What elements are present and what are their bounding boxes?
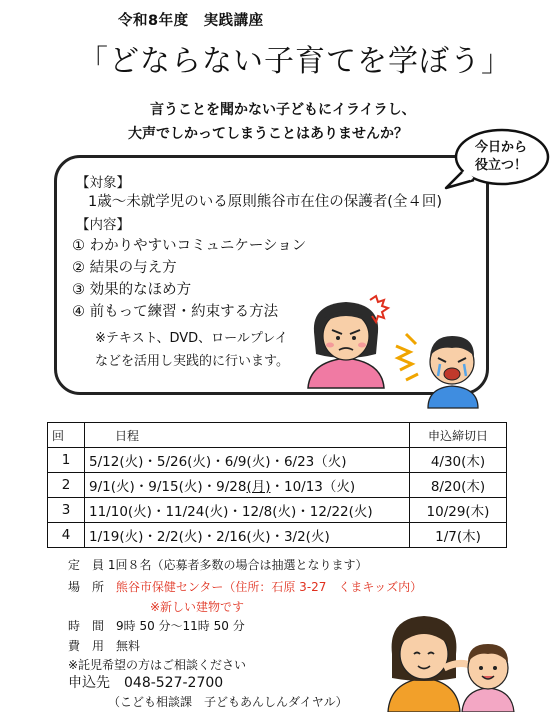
page-title: 「どならない子育てを学ぼう」 — [78, 44, 512, 79]
lead-line-1: 言うことを聞かない子どもにイライラし、 — [150, 102, 416, 118]
angry-mother-illustration — [300, 292, 392, 392]
content-item: ③ 効果的なほめ方 — [72, 282, 192, 298]
schedule-table — [47, 422, 507, 548]
session-deadline: 1/7(木) — [410, 523, 507, 548]
session-dates — [85, 498, 410, 523]
header-deadline: 申込締切日 — [410, 423, 507, 448]
table-row — [48, 498, 507, 523]
session-deadline: 8/20(木) — [410, 473, 507, 498]
capacity-text: 定 員 1回８名（応募者多数の場合は抽選となります） — [68, 558, 368, 572]
dates-text: 9/1(火)・9/15(火)・9/28 — [89, 479, 247, 495]
table-row — [48, 523, 507, 548]
location-line — [68, 578, 422, 595]
session-number: 4 — [48, 523, 85, 548]
parent-child-illustration — [380, 604, 520, 712]
session-deadline: 10/29(木) — [410, 498, 507, 523]
header-session: 回 — [48, 423, 85, 448]
session-deadline: 4/30(木) — [410, 448, 507, 473]
dates-text: 5/12(火)・5/26(火)・6/9(火)・6/23（火) — [89, 454, 347, 470]
session-dates — [85, 473, 410, 498]
session-number: 3 — [48, 498, 85, 523]
session-dates — [85, 523, 410, 548]
table-row — [48, 473, 507, 498]
fee-text: 費 用 無料 — [68, 639, 141, 653]
childcare-note: ※託児希望の方はご相談ください — [68, 658, 247, 672]
bubble-text — [466, 139, 536, 175]
content-item: ① わかりやすいコミュニケーション — [72, 238, 307, 254]
location-note: ※新しい建物です — [150, 600, 245, 614]
dates-text: 1/19(火)・2/2(火)・2/16(火)・3/2(火) — [89, 529, 330, 545]
time-text: 時 間 9時 50 分～11時 50 分 — [68, 619, 245, 633]
dates-text-tail: ・10/13（火) — [270, 479, 356, 495]
target-heading: 【対象】 — [76, 175, 130, 191]
location-text: 熊谷市保健センター（住所：石原 3-27 くまキッズ内） — [115, 580, 423, 594]
bubble-line-1: 今日から — [474, 140, 527, 155]
method-note-line-1: ※テキスト、DVD、ロールプレイ — [95, 331, 288, 346]
content-item: ② 結果の与え方 — [72, 260, 177, 276]
location-label: 場 所 — [68, 580, 105, 594]
dates-text: 11/10(火)・11/24(火)・12/8(火)・12/22(火) — [89, 504, 373, 520]
target-text: 1歳～未就学児のいる原則熊谷市在住の保護者(全４回) — [88, 194, 443, 210]
crying-child-illustration — [392, 318, 484, 410]
schedule-header-row — [48, 423, 507, 448]
session-dates — [85, 448, 410, 473]
contact-department: （こども相談課 子どもあんしんダイヤル） — [108, 695, 348, 709]
table-row — [48, 448, 507, 473]
bubble-line-2: 役立つ！ — [474, 158, 527, 173]
content-item: ④ 前もって練習・約束する方法 — [72, 304, 279, 320]
course-year: 令和8年度 実践講座 — [118, 13, 264, 29]
dates-underlined: (月) — [246, 479, 271, 495]
method-note-line-2: などを活用し実践的に行います。 — [95, 354, 289, 369]
lead-line-2: 大声でしかってしまうことはありませんか？ — [128, 126, 408, 142]
content-heading: 【内容】 — [76, 217, 130, 233]
session-number: 2 — [48, 473, 85, 498]
header-dates: 日程 — [85, 423, 410, 448]
contact-phone: 申込先 048-527-2700 — [68, 675, 224, 691]
session-number: 1 — [48, 448, 85, 473]
